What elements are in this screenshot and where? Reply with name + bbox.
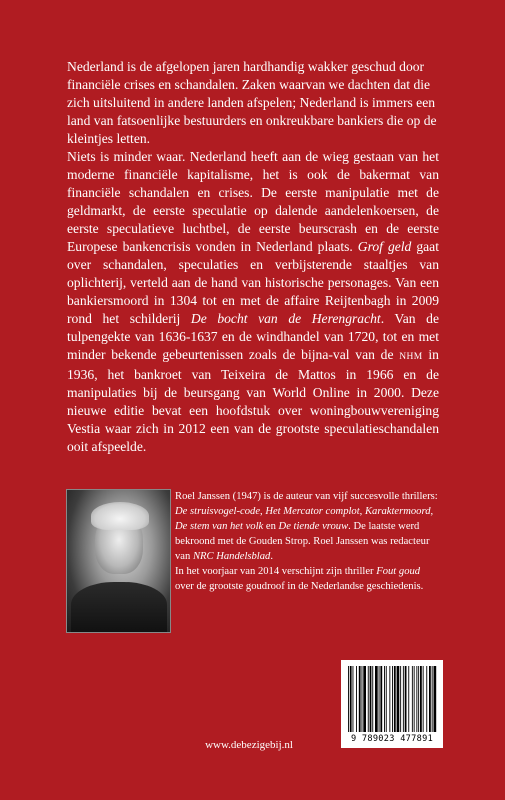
barcode-bar	[350, 666, 352, 732]
newspaper-title: NRC Handelsblad	[192, 551, 271, 562]
back-cover-blurb	[67, 58, 439, 456]
author-bio-paragraph-2: In het voorjaar van 2014 verschijnt zijn thriller Fout goud over de grootste goudroof in de Nederlandse geschiedenis.	[175, 566, 424, 592]
barcode-bar	[434, 666, 437, 732]
barcode-bar	[416, 666, 417, 732]
barcode-bar	[362, 666, 363, 732]
blurb-paragraph-1: Nederland is de afgelopen jaren hardhandig wakker geschud door financiële crises en schandalen. Zaken waarvan we dachten dat die zich uitsluitend in andere landen afspelen; Nederland is immers een land van fatsoenlijke bestuurders en onkreukbare bankiers die op de kleintjes letten.	[67, 59, 437, 146]
barcode-bar	[379, 666, 380, 732]
barcode-bar	[429, 666, 431, 732]
barcode-bar	[400, 666, 401, 732]
author-photo	[66, 489, 171, 633]
publisher-website[interactable]: www.debezigebij.nl	[205, 739, 293, 751]
barcode-bar	[363, 666, 366, 732]
barcode-bar	[375, 666, 378, 732]
barcode-bar	[392, 666, 393, 732]
painting-title: De bocht van de Herengracht	[190, 311, 381, 326]
barcode-bar	[408, 666, 409, 732]
book-title: De tiende vrouw	[278, 521, 349, 532]
blurb-paragraph-2: Niets is minder waar. Nederland heeft aan de wieg gestaan van het moderne financiële kapitalisme, het is ook de bakermat van financiële schandalen en crises. De eerste manipulatie met de geldmarkt, de eerste speculatie op dalende aandelenkoersen, de eerste speculatieve luchtbel, de eerste beurscrash en de eerste Europese bankencrisis vonden in Nederland plaats. Grof geld gaat over schandalen, speculaties en verbijsterende staaltjes van oplichterij, verteld aan de hand van historische personages. Van een bankiersmoord in 1304 tot en met de affaire Reijtenbagh in 2009 rond het schilderij De bocht van de Herengracht. Van de tulpengekte van 1636-1637 en de windhandel van 1720, tot en met minder bekende gebeurtenissen zoals de bijna-val van de NHM in 1936, het bankroet van Teixeira de Mattos in 1966 en de manipulaties bij de beursgang van World Online in 2000. Deze nieuwe editie bevat een hoofdstuk over woningbouwvereniging Vestia waar zich in 2012 een van de grootste speculatieschandalen ooit afspeelde.	[67, 149, 440, 454]
barcode-bar	[356, 666, 357, 732]
book-title: De stem van het volk	[175, 521, 264, 532]
barcode-bar	[353, 666, 354, 732]
barcode-bar	[359, 666, 361, 732]
barcode-bar	[426, 666, 427, 732]
book-title-grof-geld: Grof geld	[357, 239, 412, 254]
barcode-bar	[418, 666, 419, 732]
nhm-abbreviation: NHM	[399, 352, 423, 362]
barcode-bar	[368, 666, 369, 732]
barcode-bar	[420, 666, 422, 732]
book-title: Fout goud	[376, 566, 421, 577]
barcode-bar	[412, 666, 413, 732]
barcode-bar	[397, 666, 400, 732]
barcode-bars	[347, 666, 437, 732]
barcode-bar	[394, 666, 396, 732]
isbn-digits: 9 789023 477891	[350, 734, 434, 744]
barcode-bar	[405, 666, 407, 732]
barcode-bar	[384, 666, 385, 732]
barcode-bar	[380, 666, 382, 732]
barcode-bar	[414, 666, 415, 732]
barcode-bar	[370, 666, 372, 732]
barcode-bar	[403, 666, 404, 732]
book-title: Het Mercator complot	[265, 506, 360, 517]
author-bio	[175, 489, 440, 594]
barcode-bar	[386, 666, 387, 732]
barcode-bar	[389, 666, 390, 732]
book-title: Karaktermoord	[364, 506, 431, 517]
barcode-bar	[348, 666, 349, 732]
book-title: De struisvogel-code	[175, 506, 261, 517]
author-bio-paragraph-1: Roel Janssen (1947) is de auteur van vijf succesvolle thrillers: De struisvogel-code, Het Mercator complot, Karaktermoord, De stem van het volk en De tiende vrouw. De laatste werd bekroond met de Gouden Strop. Roel Janssen was redacteur van NRC Handelsblad.	[175, 491, 438, 562]
isbn-barcode	[341, 660, 443, 748]
barcode-bar	[372, 666, 373, 732]
barcode-bar	[432, 666, 433, 732]
barcode-bar	[423, 666, 424, 732]
